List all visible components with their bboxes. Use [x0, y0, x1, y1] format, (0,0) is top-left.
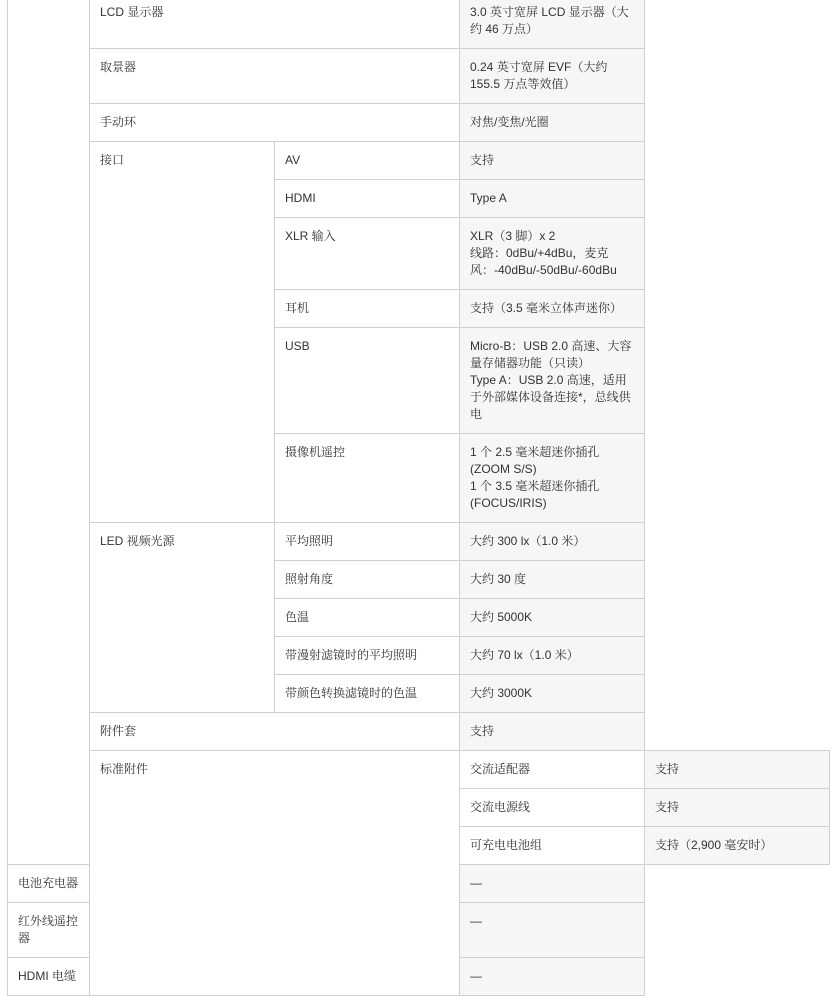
row-label-standard: 标准附件	[90, 751, 460, 996]
row-value-color-temp: 大约 5000K	[460, 599, 645, 637]
row-value-camera-remote	[460, 434, 645, 523]
row-label-viewfinder: 取景器	[90, 49, 460, 104]
row-sublabel-av: AV	[275, 142, 460, 180]
spec-table	[7, 0, 830, 996]
row-label-accessory-shoe: 附件套	[90, 713, 460, 751]
table-row	[8, 713, 830, 751]
xlr-line-1: XLR（3 脚）x 2	[470, 229, 556, 243]
row-value-manual-ring: 对焦/变焦/光圈	[460, 104, 645, 142]
row-value-charger: —	[460, 865, 645, 903]
row-sublabel-ac-adapter: 交流适配器	[460, 751, 645, 789]
row-value-battery: 支持（2,900 毫安时）	[645, 827, 830, 865]
row-sublabel-angle: 照射角度	[275, 561, 460, 599]
row-sublabel-ir-remote: 红外线遥控器	[8, 903, 90, 958]
row-value-hdmi-cable: —	[460, 958, 645, 996]
row-value-headphone: 支持（3.5 毫米立体声迷你）	[460, 290, 645, 328]
row-sublabel-camera-remote: 摄像机遥控	[275, 434, 460, 523]
table-row	[8, 142, 830, 180]
table-row	[8, 523, 830, 561]
row-sublabel-conversion-temp: 带颜色转换滤镜时的色温	[275, 675, 460, 713]
usb-line-2: Type A：USB 2.0 高速，适用于外部媒体设备连接*，总线供电	[470, 373, 631, 421]
row-value-ac-cord: 支持	[645, 789, 830, 827]
table-row	[8, 0, 830, 49]
row-value-ac-adapter: 支持	[645, 751, 830, 789]
row-value-conversion-temp: 大约 3000K	[460, 675, 645, 713]
row-sublabel-hdmi-cable: HDMI 电缆	[8, 958, 90, 996]
row-sublabel-usb: USB	[275, 328, 460, 434]
row-value-avg-illum: 大约 300 lx（1.0 米）	[460, 523, 645, 561]
row-label-led: LED 视频光源	[90, 523, 275, 713]
usb-line-1: Micro-B：USB 2.0 高速、大容量存储器功能（只读）	[470, 339, 632, 370]
row-label-interface: 接口	[90, 142, 275, 523]
remote-line-2: 1 个 3.5 毫米超迷你插孔 (FOCUS/IRIS)	[470, 479, 600, 510]
row-value-angle: 大约 30 度	[460, 561, 645, 599]
row-sublabel-charger: 电池充电器	[8, 865, 90, 903]
table-row	[8, 104, 830, 142]
row-sublabel-battery: 可充电电池组	[460, 827, 645, 865]
table-row	[8, 751, 830, 789]
row-sublabel-xlr: XLR 输入	[275, 218, 460, 290]
row-sublabel-diffuser-illum: 带漫射滤镜时的平均照明	[275, 637, 460, 675]
row-value-lcd: 3.0 英寸宽屏 LCD 显示器（大约 46 万点）	[460, 0, 645, 49]
xlr-line-2: 线路：0dBu/+4dBu，麦克风：-40dBu/-50dBu/-60dBu	[470, 246, 617, 277]
row-value-usb	[460, 328, 645, 434]
row-sublabel-headphone: 耳机	[275, 290, 460, 328]
table-row	[8, 49, 830, 104]
row-label-manual-ring: 手动环	[90, 104, 460, 142]
row-value-ir-remote: —	[460, 903, 645, 958]
row-sublabel-ac-cord: 交流电源线	[460, 789, 645, 827]
row-sublabel-color-temp: 色温	[275, 599, 460, 637]
row-value-hdmi: Type A	[460, 180, 645, 218]
row-value-accessory-shoe: 支持	[460, 713, 645, 751]
row-value-viewfinder: 0.24 英寸宽屏 EVF（大约 155.5 万点等效值）	[460, 49, 645, 104]
group-cell	[8, 0, 90, 865]
row-value-av: 支持	[460, 142, 645, 180]
row-value-diffuser-illum: 大约 70 lx（1.0 米）	[460, 637, 645, 675]
row-sublabel-avg-illum: 平均照明	[275, 523, 460, 561]
row-value-xlr	[460, 218, 645, 290]
remote-line-1: 1 个 2.5 毫米超迷你插孔 (ZOOM S/S)	[470, 445, 600, 476]
row-label-lcd: LCD 显示器	[90, 0, 460, 49]
row-sublabel-hdmi: HDMI	[275, 180, 460, 218]
